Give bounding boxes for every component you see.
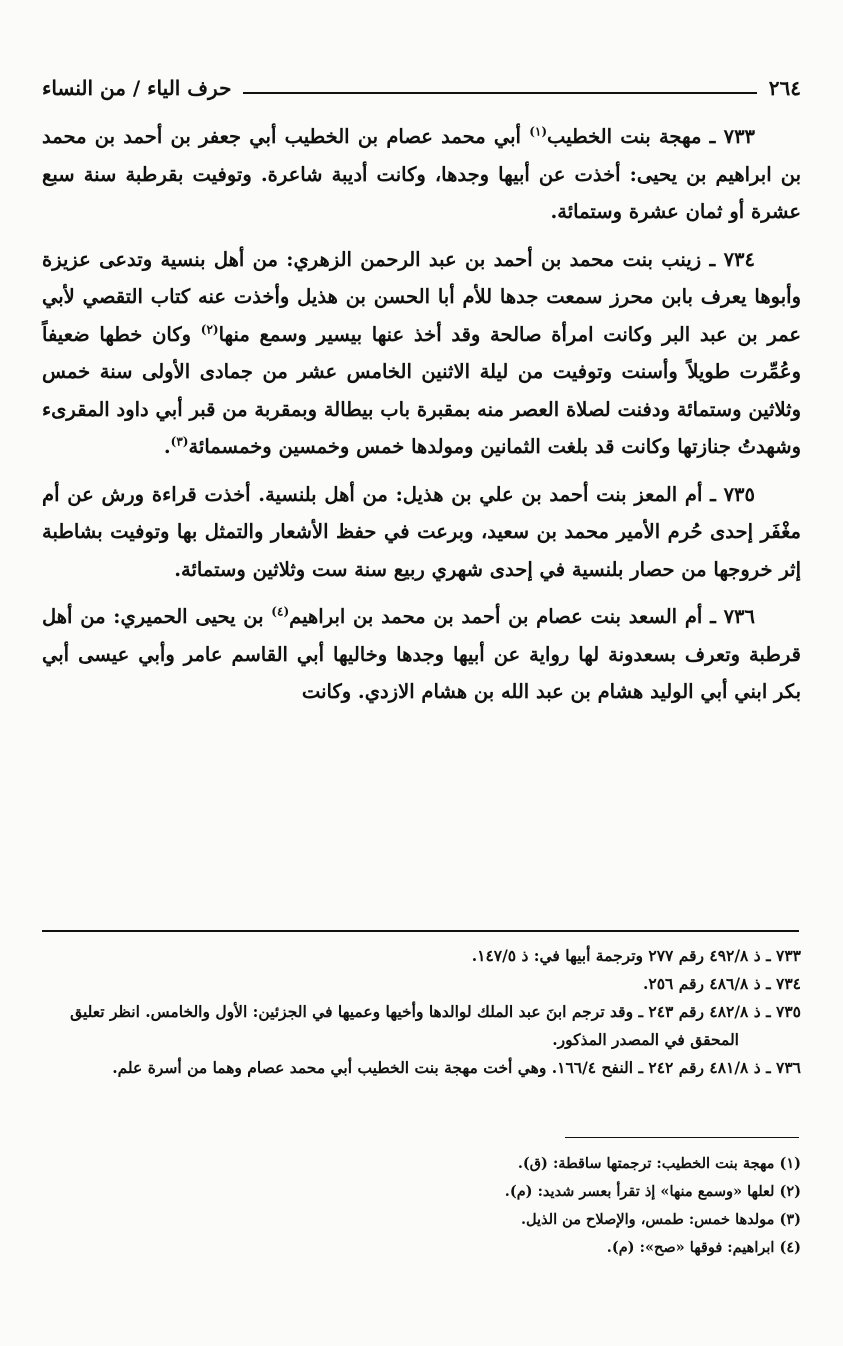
entry-736: ٧٣٦ ـ أم السعد بنت عصام بن أحمد بن محمد بن ابراهيم$^{(٤)}$ بن يحيى الحميري: من أهل قرطبة وتعرف بسعدونة لها رواية عن أبيها وجدها وخاليها أبي القاسم عامر وأبي عيسى أبي بكر ابني أبي الوليد هشام بن عبد الله بن هشام الازدي. وكانت: [42, 604, 801, 703]
entry-734: ٧٣٤ ـ زينب بنت محمد بن أحمد بن عبد الرحمن الزهري: من أهل بنسية وتدعى عزيزة وأبوها يعرف بابن محرز سمعت جدها للأم أبا الحسن بن هذيل وأخذت عنه كتاب التقصي لأبي عمر بن عبد البر وكانت امرأة صالحة وقد أخذ عنها بيسير وسمع منها$^{(٢)}$ وكان خطها ضعيفاً وعُمِّرت طويلاً وأسنت وتوفيت من ليلة الاثنين الخامس عشر من جمادى الأولى سنة خمس وثلاثين وستمائة ودفنت لصلاة العصر منه بمقبرة باب بيطالة وبمقربة من قبر أبي داود المقرىء وشهدتُ جنازتها وكانت قد بلغت الثمانين ومولدها خمس وخمسين وخمسمائة$^{(٣)}$.: [42, 247, 801, 458]
footnote-1: (١) مهجة بنت الخطيب: ترجمتها ساقطة: (ق).: [517, 1155, 801, 1172]
running-title: حرف الياء / من النساء: [42, 76, 232, 100]
reference-733: ٧٣٣ ـ ذ ٤٩٢/٨ رقم ٢٧٧ وترجمة أبيها في: ذ ١٤٧/٥.: [471, 946, 801, 965]
entry-735: ٧٣٥ ـ أم المعز بنت أحمد بن علي بن هذيل: من أهل بلنسية. أخذت قراءة ورش عن أم مغْفَر إحدى حُرم الأمير محمد بن سعيد، وبرعت في حفظ الأشعار والتمثل بها وتوفيت بشاطبة إثر خروجها من حصار بلنسية في إحدى شهري ربيع سنة ست وثلاثين وستمائة.: [42, 482, 801, 581]
header-rule: [243, 92, 756, 94]
footnote-ref: (١): [529, 124, 548, 139]
reference-735: ٧٣٥ ـ ذ ٤٨٢/٨ رقم ٢٤٣ ـ وقد ترجم ابنَ عبد الملك لوالدها وأخيها وعميها في الجزئين: الأول والخامس. انظر تعليق المحقق في المصدر المذكور.: [70, 1002, 801, 1049]
reference-736: ٧٣٦ ـ ذ ٤٨١/٨ رقم ٢٤٢ ـ النفح ١٦٦/٤. وهي أخت مهجة بنت الخطيب أبي محمد عصام وهما من أسرة علم.: [112, 1058, 801, 1077]
running-header: [42, 70, 801, 100]
footnote-3: (٣) مولدها خمس: طمس، والإصلاح من الذيل.: [521, 1211, 801, 1228]
footnotes-divider: [565, 1137, 799, 1138]
references-section: [42, 942, 801, 1082]
references-divider: [42, 930, 799, 932]
footnote-ref: (٢): [200, 322, 219, 336]
footnote-ref: (٣): [170, 434, 189, 449]
reference-734: ٧٣٤ ـ ذ ٤٨٦/٨ رقم ٢٥٦.: [643, 974, 801, 993]
footnote-2: (٢) لعلها «وسمع منها» إذ تقرأ بعسر شديد: (م).: [504, 1183, 801, 1200]
main-text: [42, 118, 801, 721]
entry-733: ٧٣٣ ـ مهجة بنت الخطيب$^{(١)}$ أبي محمد عصام بن الخطيب أبي جعفر بن أحمد بن محمد بن ابراهيم بن يحيى: أخذت عن أبيها وجدها، وكانت أديبة شاعرة. وتوفيت بقرطبة سنة سبع عشرة أو ثمان عشرة وستمائة.: [42, 124, 801, 223]
page-number: ٢٦٤: [768, 76, 801, 100]
footnote-ref: (٤): [271, 604, 290, 619]
footnote-4: (٤) ابراهيم: فوقها «صح»: (م).: [606, 1239, 801, 1256]
footnotes-section: [42, 1150, 801, 1262]
